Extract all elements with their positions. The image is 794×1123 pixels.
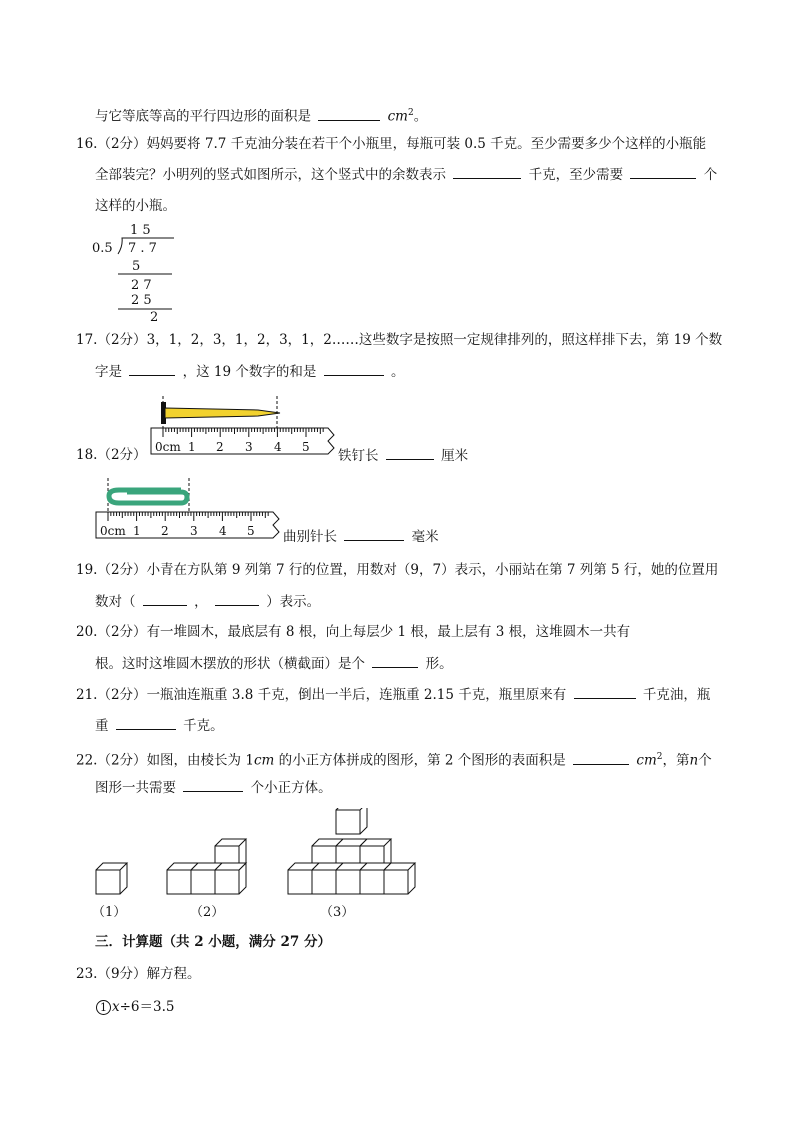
q16-line1: 16.（2分）妈妈要将 7.7 千克油分装在若干个小瓶里，每瓶可装 0.5 千克。至少需要多少个这样的小瓶能 (76, 136, 707, 152)
q18-num: 18.（2分） (76, 447, 147, 463)
q16-line3: 这样的小瓶。 (95, 198, 176, 214)
ruler-label-3: 3 (190, 524, 198, 538)
answer-blank[interactable] (183, 777, 243, 792)
division-dividend: 7 . 7 (128, 241, 157, 256)
division-remainder: 2 (150, 310, 159, 324)
answer-blank[interactable] (386, 445, 434, 460)
q17-line2: 字是 ，这 19 个数字的和是 。 (95, 361, 404, 382)
ruler-label-5: 5 (247, 524, 255, 538)
q21-line1: 21.（2分）一瓶油连瓶重 3.8 千克，倒出一半后，连瓶重 2.15 千克，瓶里原来有 千克油，瓶 (76, 684, 710, 705)
answer-blank[interactable] (116, 715, 176, 730)
answer-blank[interactable] (324, 361, 384, 376)
ruler-label-0: 0cm (155, 440, 181, 454)
ruler-label-4: 4 (274, 440, 282, 454)
figure-caption-3: （3） (320, 905, 355, 920)
q20-line1: 20.（2分）有一堆圆木，最底层有 8 根，向上每层少 1 根，最上层有 3 根，这堆圆木一共有 (76, 624, 631, 640)
q23-item1: 1 x÷6＝3.5 (96, 997, 175, 1017)
q22-line2: 图形一共需要 个小正方体。 (95, 777, 332, 798)
q19-line2: 数对（ ， ）表示。 (95, 591, 320, 612)
q19-line1: 19.（2分）小青在方队第 9 列第 7 行的位置，用数对（9，7）表示，小丽站在第 7 列第 5 行，她的位置用 (76, 562, 719, 578)
q22-line1: 22.（2分）如图，由棱长为 1cm 的小正方体拼成的图形，第 2 个图形的表面积是 $cm^2$，第n个 (76, 747, 712, 771)
long-division-figure (88, 220, 188, 324)
division-divisor: 0.5 (92, 241, 113, 256)
cube-figures (90, 808, 420, 923)
answer-blank[interactable] (573, 750, 629, 765)
cube (96, 863, 127, 894)
nail-icon (161, 402, 280, 424)
answer-blank[interactable] (453, 164, 521, 179)
cube (336, 808, 367, 834)
answer-blank[interactable] (129, 361, 175, 376)
q23-line1: 23.（9分）解方程。 (76, 966, 201, 982)
answer-blank[interactable] (344, 526, 404, 541)
ruler-label-1: 1 (188, 440, 196, 454)
answer-blank[interactable] (143, 591, 187, 606)
q16-line2: 全部装完？小明列的竖式如图所示，这个竖式中的余数表示 千克，至少需要 个 (95, 164, 717, 185)
ruler-label-5: 5 (302, 440, 310, 454)
nail-ruler-figure (148, 394, 338, 458)
answer-blank[interactable] (318, 106, 380, 121)
q18-clip-answer: 曲别针长 毫米 (283, 526, 439, 547)
section-heading: 三．计算题（共 2 小题，满分 27 分） (95, 934, 331, 950)
division-quotient: 1 5 (130, 223, 151, 238)
q15-tail: 与它等底等高的平行四边形的面积是 $cm^2$。 (95, 103, 427, 127)
q20-line2: 根。这时这堆圆木摆放的形状（横截面）是个 形。 (95, 653, 453, 674)
paperclip-icon (109, 490, 187, 503)
ruler-label-2: 2 (216, 440, 224, 454)
answer-blank[interactable] (215, 591, 259, 606)
circled-number: 1 (96, 1000, 111, 1015)
figure-caption-1: （1） (92, 905, 127, 920)
division-row2: 2 7 (131, 278, 152, 293)
ruler-label-1: 1 (133, 524, 141, 538)
q18-nail-answer: 铁钉长 厘米 (338, 445, 468, 466)
answer-blank[interactable] (630, 164, 696, 179)
paperclip-ruler-figure (93, 476, 283, 542)
q17-line1: 17.（2分）3，1，2，3，1，2，3，1，2……这些数字是按照一定规律排列的，照这样排下去，第 19 个数 (76, 332, 723, 348)
figure-caption-2: （2） (190, 905, 225, 920)
answer-blank[interactable] (574, 684, 636, 699)
ruler-label-0: 0cm (100, 524, 126, 538)
ruler-label-3: 3 (245, 440, 253, 454)
division-row1: 5 (132, 259, 141, 274)
cube (384, 863, 415, 894)
q21-line2: 重 千克。 (95, 715, 224, 736)
ruler-label-2: 2 (161, 524, 169, 538)
cube (215, 863, 246, 894)
ruler-label-4: 4 (219, 524, 227, 538)
division-row3: 2 5 (131, 293, 152, 308)
answer-blank[interactable] (372, 653, 418, 668)
